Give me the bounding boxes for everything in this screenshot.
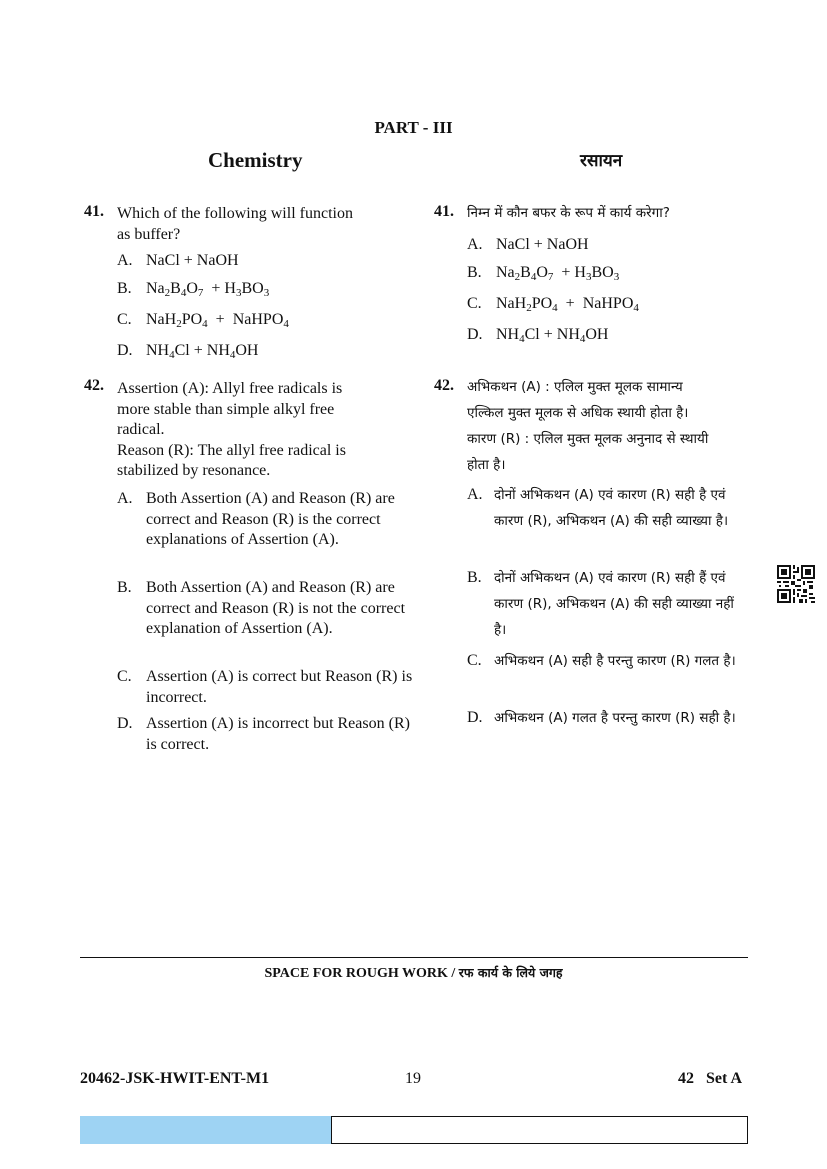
- part-title: PART - III: [374, 118, 453, 137]
- page-number: 19: [405, 1070, 421, 1087]
- option-d: D. अभिकथन (A) गलत है परन्तु कारण (R) सही है।: [467, 709, 736, 726]
- subject-title-hindi: रसायन: [580, 151, 623, 171]
- option-c: C. अभिकथन (A) सही है परन्तु कारण (R) गलत है।: [467, 652, 736, 669]
- question-number: 41.: [434, 203, 454, 220]
- question-text: Which of the following will function as buffer?: [117, 205, 353, 243]
- option-c: C. $NaH_2PO_4$ + NaHPO$_4$: [117, 311, 289, 330]
- option-d: D. $NH_4Cl + NH_4OH$: [117, 342, 259, 361]
- option-b: B. $Na_2B_4O_7 + H_3BO_3$: [467, 264, 620, 283]
- question-text: Assertion (A): Allyl free radicals is more stable than simple alkyl free radical. Reason (R): The allyl free radical is stabilized by resonance.: [117, 380, 346, 479]
- rough-work-label: SPACE FOR ROUGH WORK / रफ कार्य के लिये जगह: [264, 965, 563, 981]
- qr-code-icon: [777, 565, 815, 603]
- option-b: B. Both Assertion (A) and Reason (R) are correct and Reason (R) is not the correct explanation of Assertion (A).: [117, 579, 406, 637]
- option-b: B. $Na_2B_4O_7 + H_3BO_3$: [117, 280, 270, 299]
- option-d: D. $NH_4Cl + NH_4OH$: [467, 326, 609, 345]
- set-label: 42 Set A: [678, 1070, 742, 1087]
- subject-title-english: Chemistry: [208, 148, 303, 172]
- question-number: 42.: [84, 377, 104, 394]
- option-a: A. NaCl + NaOH: [467, 236, 589, 253]
- question-text-hindi: अभिकथन (A) : एलिल मुक्त मूलक सामान्य एल्किल मुक्त मूलक से अधिक स्थायी होता है। कारण (R) : एलिल मुक्त मूलक अनुनाद से स्थायी होता है।: [467, 379, 709, 473]
- option-d: D. Assertion (A) is incorrect but Reason (R) is correct.: [117, 715, 410, 753]
- option-a: A. दोनों अभिकथन (A) एवं कारण (R) सही है एवं कारण (R), अभिकथन (A) की सही व्याख्या है।: [467, 486, 729, 529]
- footer-color-bar: [80, 1116, 331, 1144]
- option-b: B. दोनों अभिकथन (A) एवं कारण (R) सही हैं एवं कारण (R), अभिकथन (A) की सही व्याख्या नहीं है।: [467, 569, 734, 638]
- option-a: A. NaCl + NaOH: [117, 252, 239, 269]
- option-c: C. $NaH_2PO_4$ + NaHPO$_4$: [467, 295, 639, 314]
- option-a: A. Both Assertion (A) and Reason (R) are correct and Reason (R) is the correct explanations of Assertion (A).: [117, 490, 395, 548]
- option-c: C. Assertion (A) is correct but Reason (R) is incorrect.: [117, 668, 413, 706]
- question-number: 42.: [434, 377, 454, 394]
- footer-box: [331, 1116, 748, 1144]
- divider-line: [80, 957, 748, 958]
- question-number: 41.: [84, 203, 104, 220]
- question-text-hindi: निम्न में कौन बफर के रूप में कार्य करेगा?: [467, 205, 670, 221]
- booklet-code: 20462-JSK-HWIT-ENT-M1: [80, 1070, 270, 1087]
